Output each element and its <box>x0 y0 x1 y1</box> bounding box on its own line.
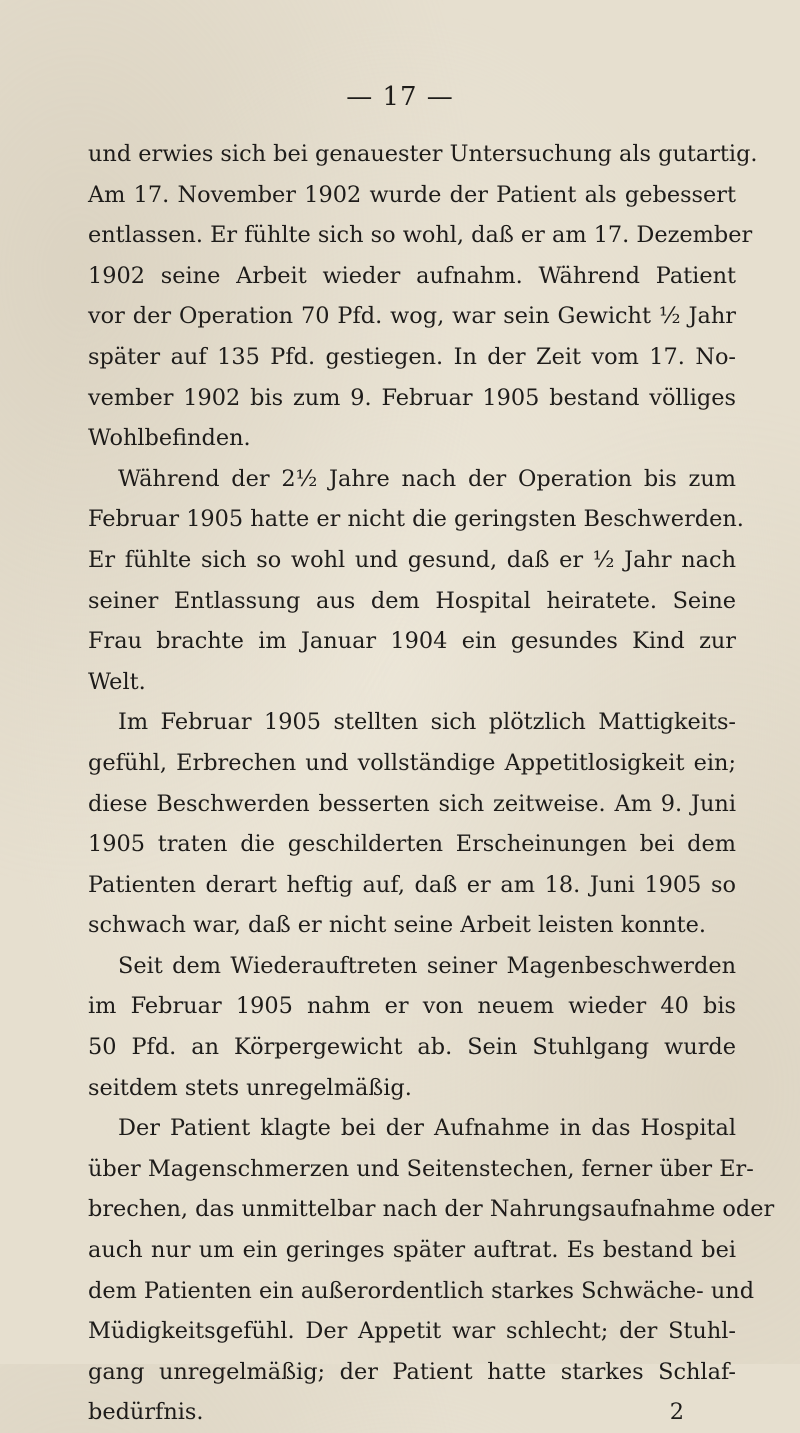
body-text <box>88 134 775 1433</box>
text-line: gefühl, Erbrechen und vollständige Appetitlosigkeit ein; <box>88 749 736 776</box>
text-line: seiner Entlassung aus dem Hospital heiratete. Seine <box>88 587 736 614</box>
text-line: Müdigkeitsgefühl. Der Appetit war schlecht; der Stuhl- <box>88 1318 736 1345</box>
text-line: Frau brachte im Januar 1904 ein gesundes Kind zur <box>88 628 736 655</box>
text-line: vember 1902 bis zum 9. Februar 1905 bestand völliges <box>88 384 736 411</box>
printer-signature-mark: 2 <box>669 1399 684 1426</box>
text-line: Patienten derart heftig auf, daß er am 18. Juni 1905 so <box>88 871 736 898</box>
text-line: Der Patient klagte bei der Aufnahme in das Hospital <box>118 1115 736 1142</box>
text-line: gang unregelmäßig; der Patient hatte starkes Schlaf- <box>88 1358 736 1385</box>
text-line: auch nur um ein geringes später auftrat. Es bestand bei <box>88 1237 736 1264</box>
text-line: entlassen. Er fühlte sich so wohl, daß er am 17. Dezember <box>88 222 753 249</box>
text-line: Wohlbefinden. <box>88 425 251 452</box>
last-line-row <box>88 1392 736 1433</box>
text-line: Er fühlte sich so wohl und gesund, daß er ½ Jahr nach <box>88 546 736 573</box>
text-line: im Februar 1905 nahm er von neuem wieder 40 bis <box>88 993 736 1020</box>
page-number: — 17 — <box>346 82 454 112</box>
text-line: Während der 2½ Jahre nach der Operation bis zum <box>118 465 736 492</box>
text-line: schwach war, daß er nicht seine Arbeit leisten konnte. <box>88 912 707 939</box>
text-line: Welt. <box>88 668 146 695</box>
text-line: seitdem stets unregelmäßig. <box>88 1074 412 1101</box>
text-line: Im Februar 1905 stellten sich plötzlich Mattigkeits- <box>118 709 736 736</box>
text-line: Februar 1905 hatte er nicht die geringsten Beschwerden. <box>88 506 744 533</box>
text-line: 50 Pfd. an Körpergewicht ab. Sein Stuhlgang wurde <box>88 1034 736 1061</box>
text-line: Seit dem Wiederauftreten seiner Magenbeschwerden <box>118 952 736 979</box>
text-line: über Magenschmerzen und Seitenstechen, ferner über Er- <box>88 1155 754 1182</box>
text-line: später auf 135 Pfd. gestiegen. In der Zeit vom 17. No- <box>88 343 736 370</box>
text-line: bedürfnis. <box>88 1399 204 1426</box>
text-line: 1902 seine Arbeit wieder aufnahm. Während Patient <box>88 262 736 289</box>
text-line: Am 17. November 1902 wurde der Patient als gebessert <box>88 181 736 208</box>
text-line: und erwies sich bei genauester Untersuchung als gutartig. <box>88 141 758 167</box>
text-line: brechen, das unmittelbar nach der Nahrungsaufnahme oder <box>88 1196 775 1223</box>
text-line: vor der Operation 70 Pfd. wog, war sein Gewicht ½ Jahr <box>88 303 736 330</box>
text-line: dem Patienten ein außerordentlich starkes Schwäche- und <box>88 1277 755 1304</box>
text-line: diese Beschwerden besserten sich zeitweise. Am 9. Juni <box>88 790 736 817</box>
text-line: 1905 traten die geschilderten Erscheinungen bei dem <box>88 831 736 858</box>
